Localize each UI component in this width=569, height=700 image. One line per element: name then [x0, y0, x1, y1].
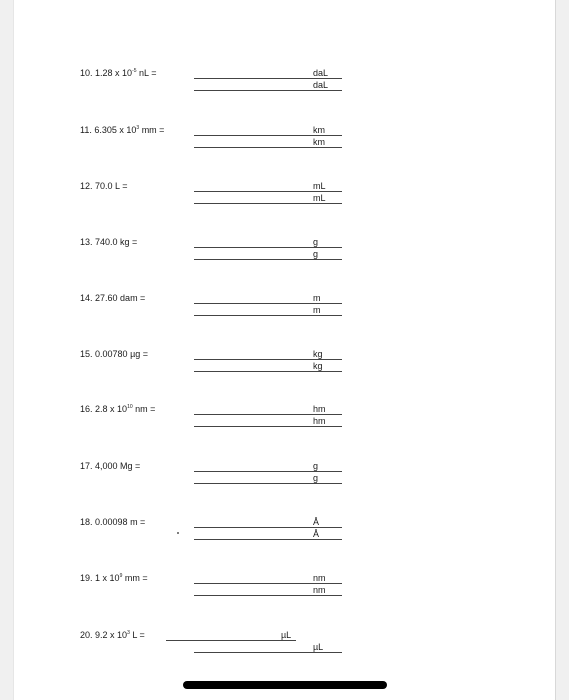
answer-blank-2[interactable]: [194, 539, 342, 540]
answer-blank-1[interactable]: [194, 471, 342, 472]
problem-13: [14, 237, 555, 277]
problem-17: [14, 461, 555, 501]
unit-label-1: nm: [313, 573, 326, 583]
answer-blank-1[interactable]: [166, 640, 296, 641]
unit-label-1: g: [313, 237, 319, 247]
unit-label-2: nm: [313, 585, 326, 595]
unit-label-1: g: [313, 461, 319, 471]
problem-20-question: 20. 9.2 x $10^3$ L =: [80, 630, 145, 640]
problem-15: [14, 349, 555, 389]
answer-blank-2[interactable]: [194, 483, 342, 484]
problem-19-question: 19. 1 x $10^9$ mm =: [80, 573, 148, 583]
unit-label-1: kg: [313, 349, 323, 359]
problem-20: [14, 630, 555, 670]
unit-label-2: hm: [313, 416, 326, 426]
unit-label-2: g: [313, 249, 319, 259]
unit-label-1: Å: [313, 517, 320, 527]
worksheet-page: [13, 0, 556, 700]
answer-blank-2[interactable]: [194, 259, 342, 260]
unit-label-1: m: [313, 293, 321, 303]
answer-blank-1[interactable]: [194, 527, 342, 528]
unit-label-2: m: [313, 305, 321, 315]
stray-dot: [177, 532, 179, 534]
problem-10: [14, 68, 555, 108]
problem-13-question: 13. 740.0 kg =: [80, 237, 138, 247]
unit-label-2: km: [313, 137, 325, 147]
problem-18: [14, 517, 555, 557]
problem-12: [14, 181, 555, 221]
problem-11: [14, 125, 555, 165]
problem-11-question: 11. 6.305 x $10^3$ mm =: [80, 125, 165, 135]
problem-14-question: 14. 27.60 dam =: [80, 293, 146, 303]
unit-label-2: Å: [313, 529, 320, 539]
problem-18-question: 18. 0.00098 m =: [80, 517, 146, 527]
unit-label-1: km: [313, 125, 325, 135]
problem-19: [14, 573, 555, 613]
problem-12-question: 12. 70.0 L =: [80, 181, 128, 191]
unit-label-2: g: [313, 473, 319, 483]
problem-14: [14, 293, 555, 333]
home-indicator-bar[interactable]: [183, 681, 387, 689]
unit-label-2: daL: [313, 80, 329, 90]
unit-label-1: µL: [281, 630, 292, 640]
problem-16-question: 16. 2.8 x $10^{10}$ nm =: [80, 404, 156, 414]
unit-label-2: mL: [313, 193, 326, 203]
problem-16: [14, 404, 555, 444]
problem-15-question: 15. 0.00780 µg =: [80, 349, 149, 359]
unit-label-1: mL: [313, 181, 326, 191]
unit-label-2: kg: [313, 361, 323, 371]
unit-label-2: µL: [313, 642, 324, 652]
unit-label-1: daL: [313, 68, 329, 78]
answer-blank-1[interactable]: [194, 247, 342, 248]
problem-17-question: 17. 4,000 Mg =: [80, 461, 141, 471]
problem-10-question: 10. 1.28 x $10^{-5}$ nL =: [80, 68, 157, 78]
unit-label-1: hm: [313, 404, 326, 414]
